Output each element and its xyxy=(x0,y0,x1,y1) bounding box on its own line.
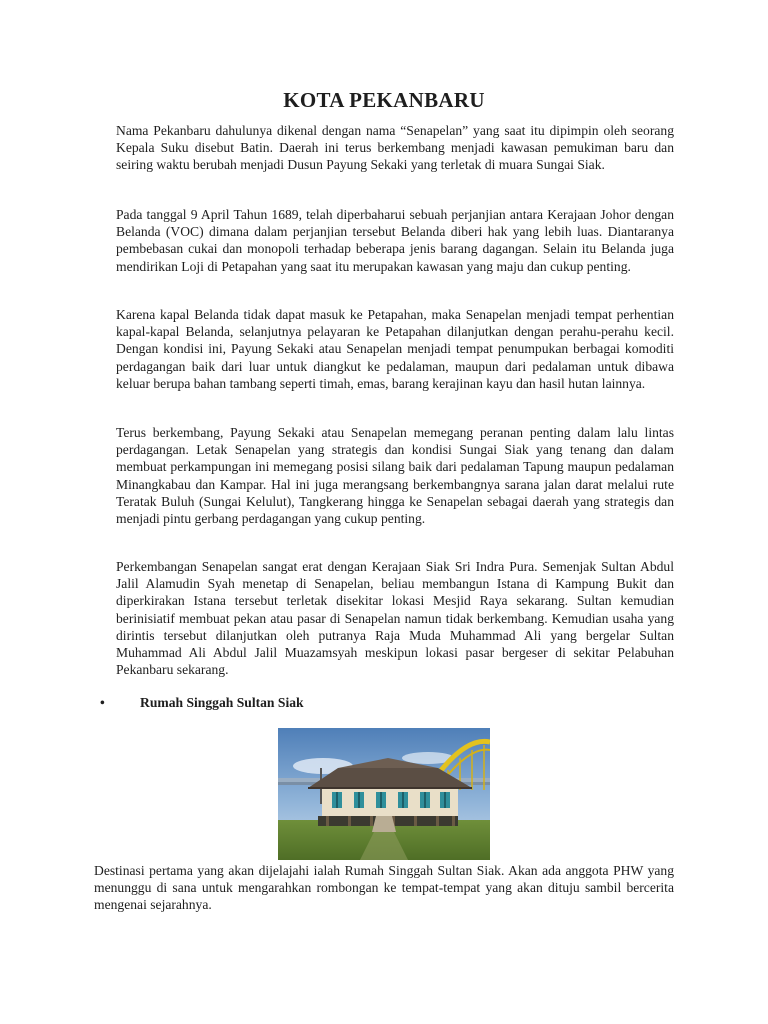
paragraph-2: Pada tanggal 9 April Tahun 1689, telah diperbaharui sebuah perjanjian antara Kerajaan Johor dengan Belanda (VOC) dimana dalam perjanjian tersebut Belanda diberi hak yang lebih luas. Diantaranya pembebasan cukai dan monopoli terhadap beberapa jenis barang dagangan. Selain itu Belanda juga mendirikan Loji di Petapahan yang saat itu merupakan kawasan yang maju dan cukup penting. xyxy=(116,207,674,274)
page-title: KOTA PEKANBARU xyxy=(283,88,485,112)
bullet-heading: Rumah Singgah Sultan Siak xyxy=(140,695,304,710)
rumah-singgah-photo xyxy=(278,728,490,860)
paragraph-1: Nama Pekanbaru dahulunya dikenal dengan nama “Senapelan” yang saat itu dipimpin oleh seorang Kepala Suku disebut Batin. Daerah ini terus berkembang menjadi kawasan pemukiman baru dan seiring waktu berubah menjadi Dusun Payung Sekaki yang terletak di muara Sungai Siak. xyxy=(116,123,674,173)
paragraph-3: Karena kapal Belanda tidak dapat masuk ke Petapahan, maka Senapelan menjadi tempat perhentian kapal-kapal Belanda, selanjutnya pelayaran ke Petapahan dilanjutkan dengan perahu-perahu kecil. Dengan kondisi ini, Payung Sekaki atau Senapelan menjadi tempat penumpukan berbagai komoditi perdagangan baik dari luar untuk diangkut ke pedalaman, maupun dari pedalaman untuk dibawa keluar berupa bahan tambang seperti timah, emas, barang kerajinan kayu dan hasil hutan lainnya. xyxy=(116,307,674,391)
paragraph-5: Perkembangan Senapelan sangat erat dengan Kerajaan Siak Sri Indra Pura. Semenjak Sultan Abdul Jalil Alamudin Syah menetap di Senapelan, beliau membangun Istana di Kampung Bukit dan diperkirakan Istana tersebut terletak disekitar lokasi Mesjid Raya sekarang. Sultan kemudian berinisiatif membuat pekan atau pasar di Senapelan namun tidak berkembang. Kemudian usaha yang dirintis tersebut dilanjutkan oleh putranya Raja Muda Muhammad Ali yang bergelar Sultan Muhammad Ali Abdul Jalil Muazamsyah meskipun lokasi pasar bergeser di sekitar Pelabuhan Pekanbaru sekarang. xyxy=(116,559,674,678)
bullet-icon: • xyxy=(100,695,105,710)
destination-description: Destinasi pertama yang akan dijelajahi ialah Rumah Singgah Sultan Siak. Akan ada anggota PHW yang menunggu di sana untuk mengarahkan rombongan ke tempat-tempat yang akan dituju sambil bercerita mengenai sejarahnya. xyxy=(94,863,674,913)
paragraph-4: Terus berkembang, Payung Sekaki atau Senapelan memegang peranan penting dalam lalu lintas perdagangan. Letak Senapelan yang strategis dan kondisi Sungai Siak yang tenang dan dalam membuat perkampungan ini memegang posisi silang baik dari pedalaman Tapung maupun pedalaman Minangkabau dan Kampar. Hal ini juga merangsang berkembangnya sarana jalan darat melalui rute Teratak Buluh (Sungai Kelulut), Tangkerang hingga ke Senapelan sebagai daerah yang strategis dan menjadi pintu gerbang perdagangan yang cukup penting. xyxy=(116,425,674,527)
